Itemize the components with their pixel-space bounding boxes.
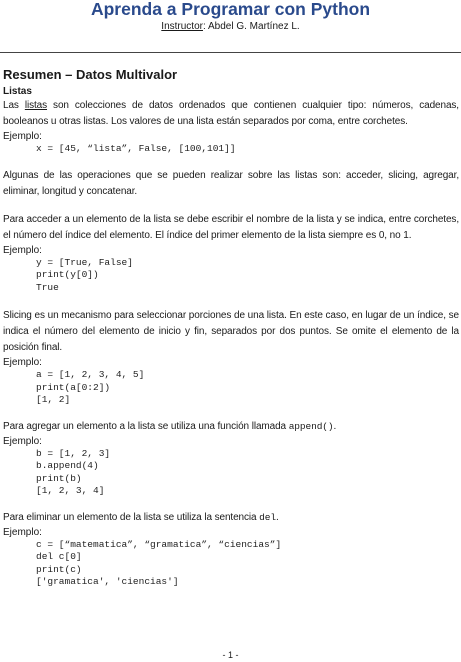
delete-code: del [259,511,276,523]
subsection-title: Listas [3,86,32,97]
document-body [3,67,459,589]
code-example-1: x = [45, “lista”, False, [100,101]] [36,143,236,154]
example-label: Ejemplo: [3,435,42,447]
example-label: Ejemplo: [3,244,42,256]
append-text-pre: Para agregar un elemento a la lista se utiliza una función llamada [3,420,289,432]
code-line: b.append(4) [36,460,99,471]
slicing-paragraph: Slicing es un mecanismo para seleccionar porciones de una lista. En este caso, en lugar de un índice, se indica el número del elemento de inicio y fin, separados por dos puntos. Se omite el elemento de la posición final. [3,310,459,353]
code-line: print(a[0:2]) [36,381,111,393]
page-number: - 1 - [222,650,239,660]
intro-paragraph [3,98,459,130]
code-line: print(b) [36,472,82,484]
spacer [3,156,459,168]
section-title: Resumen – Datos Multivalor [3,67,178,82]
code-line: c = [“matematica”, “gramatica”, “ciencias”] [36,538,282,550]
append-text-post: . [333,420,337,432]
code-output-line: [1, 2] [36,394,71,405]
code-output-line: True [36,281,59,293]
operations-paragraph: Algunas de las operaciones que se pueden realizar sobre las listas son: acceder, slicing, agregar, eliminar, longitud y concatenar. [3,169,459,197]
access-paragraph: Para acceder a un elemento de la lista se debe escribir el nombre de la lista y se indica, entre corchetes, el número del índice del elemento. El índice del primer elemento de la lista siempre es 0, no 1. [3,213,459,241]
intro-text-pre: Las [3,100,25,111]
page-header [0,0,461,33]
delete-text-pre: Para eliminar un elemento de la lista se utiliza la sentencia [3,511,260,523]
example-label: Ejemplo: [3,526,42,538]
code-line: a = [1, 2, 3, 4, 5] [36,369,145,380]
code-line: del c[0] [36,551,82,562]
append-code: append() [288,420,334,432]
delete-text-post: . [275,511,279,523]
instructor-label: Instructor [161,21,203,32]
document-title: Aprenda a Programar con Python [90,0,371,19]
header-divider [0,52,461,53]
code-line: b = [1, 2, 3] [36,447,111,459]
delete-paragraph [3,510,459,526]
example-label: Ejemplo: [3,131,42,142]
append-paragraph [3,419,459,435]
spacer [3,294,459,308]
spacer [3,407,459,419]
code-output-line: ['gramatica', 'ciencias'] [36,576,179,587]
intro-term: listas [24,100,48,111]
code-output-line: [1, 2, 3, 4] [36,485,105,496]
code-line: y = [True, False] [36,256,133,268]
example-label: Ejemplo: [3,357,42,368]
intro-text-post: son colecciones de datos ordenados que contienen cualquier tipo: números, cadenas, booleanos u otras listas. Los valores de una lista están separados por coma, entre corchetes. [3,100,459,127]
spacer [3,498,459,510]
spacer [3,200,459,212]
code-line: print(y[0]) [36,269,99,280]
instructor-name: : Abdel G. Martínez L. [202,21,300,32]
instructor-line [0,20,461,33]
code-line: print(c) [36,563,82,575]
